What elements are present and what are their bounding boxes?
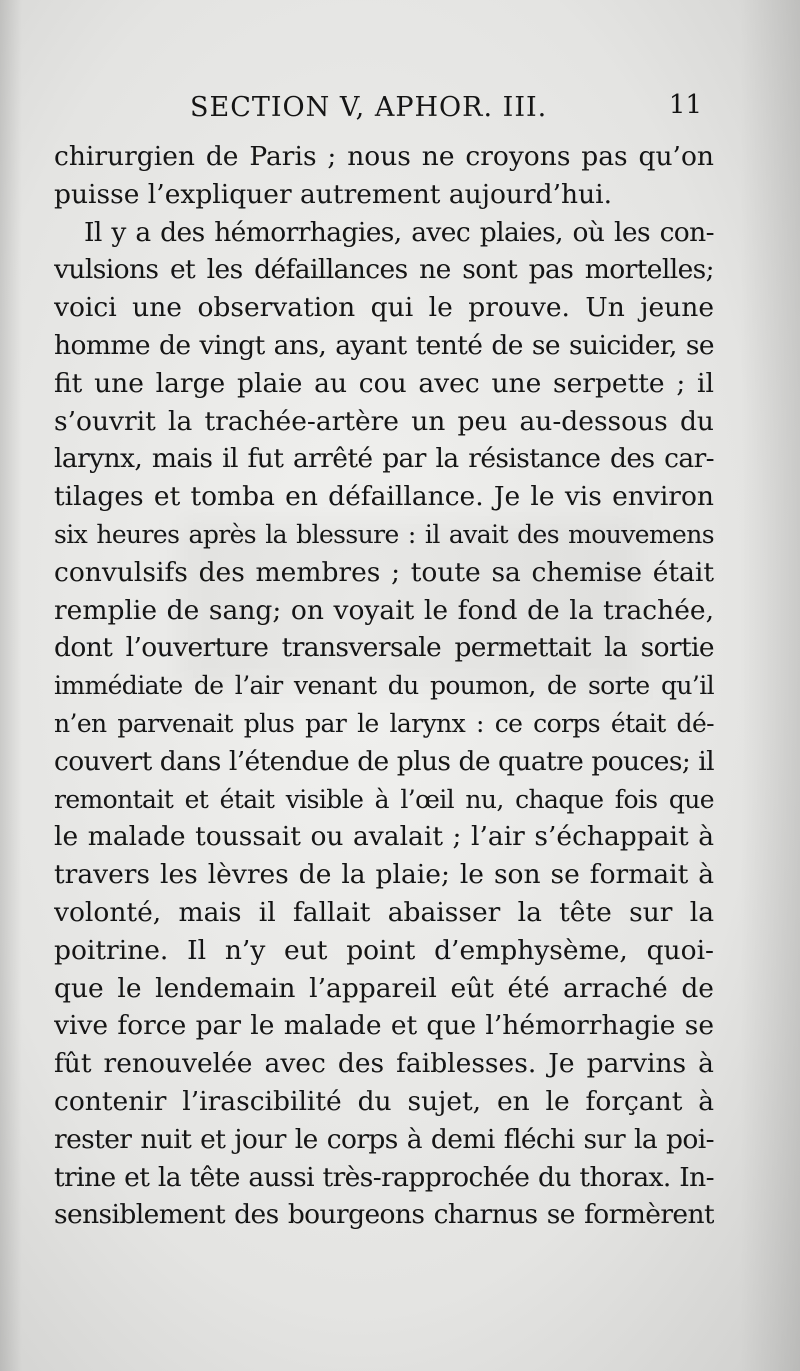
text-line: remplie de sang; on voyait le fond de la trachée, bbox=[54, 594, 714, 626]
text-line: immédiate de l’air venant du poumon, de sorte qu’il bbox=[54, 671, 714, 701]
body-text bbox=[54, 138, 714, 1234]
text-line: tilages et tomba en défaillance. Je le vis environ bbox=[54, 481, 714, 513]
text-line: rester nuit et jour le corps à demi fléchi sur la poi- bbox=[54, 1123, 714, 1155]
page-number: 11 bbox=[668, 90, 702, 120]
text-line: s’ouvrit la trachée-artère un peu au-dessous du bbox=[54, 405, 714, 437]
text-line: larynx, mais il fut arrêté par la résistance des car- bbox=[54, 443, 714, 475]
text-line: vive force par le malade et que l’hémorrhagie se bbox=[54, 1010, 714, 1042]
text-line: remontait et était visible à l’œil nu, chaque fois que bbox=[54, 784, 714, 814]
running-head: SECTION V, APHOR. III. bbox=[190, 92, 548, 123]
text-line: fit une large plaie au cou avec une serpette ; il bbox=[54, 367, 714, 399]
text-line: contenir l’irascibilité du sujet, en le forçant à bbox=[54, 1085, 714, 1117]
text-line: sensiblement des bourgeons charnus se formèrent bbox=[54, 1199, 714, 1231]
text-line: volonté, mais il fallait abaisser la tête sur la bbox=[54, 896, 714, 928]
text-line: fût renouvelée avec des faiblesses. Je parvins à bbox=[54, 1048, 714, 1080]
text-line: le malade toussait ou avalait ; l’air s’échappait à bbox=[54, 821, 714, 853]
text-line: trine et la tête aussi très-rapprochée du thorax. In- bbox=[54, 1161, 714, 1193]
text-line: puisse l’expliquer autrement aujourd’hui. bbox=[54, 178, 613, 210]
text-line: convulsifs des membres ; toute sa chemise était bbox=[54, 556, 714, 588]
text-line: que le lendemain l’appareil eût été arraché de bbox=[54, 972, 714, 1004]
text-line: dont l’ouverture transversale permettait la sortie bbox=[54, 632, 714, 664]
text-line: Il y a des hémorrhagies, avec plaies, où les con- bbox=[84, 216, 714, 248]
text-line: chirurgien de Paris ; nous ne croyons pas qu’on bbox=[54, 141, 714, 172]
text-line: voici une observation qui le prouve. Un jeune bbox=[54, 292, 714, 324]
page-edge-shadow bbox=[740, 0, 800, 1371]
text-line: poitrine. Il n’y eut point d’emphysème, quoi- bbox=[54, 934, 714, 966]
text-line: couvert dans l’étendue de plus de quatre pouces; il bbox=[54, 745, 714, 777]
text-line: n’en parvenait plus par le larynx : ce corps était dé- bbox=[54, 708, 714, 738]
text-line: travers les lèvres de la plaie; le son se formait à bbox=[54, 859, 714, 891]
text-line: homme de vingt ans, ayant tenté de se suicider, se bbox=[54, 329, 714, 361]
page-header bbox=[190, 84, 710, 134]
text-line: vulsions et les défaillances ne sont pas mortelles; bbox=[54, 254, 714, 286]
text-line: six heures après la blessure : il avait des mouvemens bbox=[54, 519, 714, 549]
page-gutter-shadow bbox=[0, 0, 22, 1371]
